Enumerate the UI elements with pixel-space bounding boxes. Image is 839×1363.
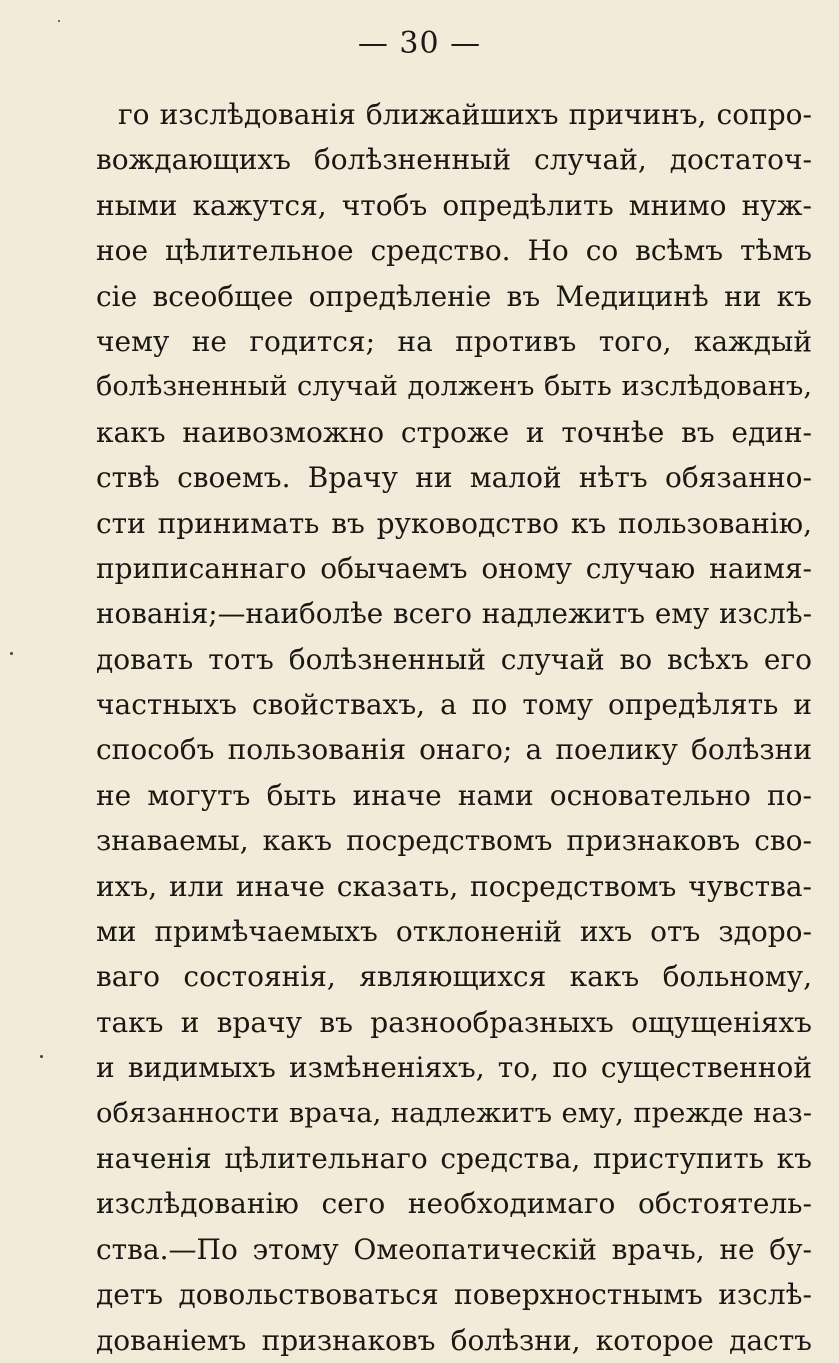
text-line: нованія;—наиболѣе всего надлежитъ ему изслѣ- [96,597,812,631]
text-line: ства.—По этому Омеопатическій врачь, не бу- [96,1232,812,1266]
text-line: довать тотъ болѣзненный случай во всѣхъ его [96,642,812,676]
page-number: — 30 — [357,26,482,61]
text-line: ными кажутся, чтобъ опредѣлить мнимо нуж- [96,188,812,222]
text-line: го изслѣдованія ближайшихъ причинъ, сопро- [118,98,812,131]
text-line: сти принимать въ руководство къ пользованію, [96,506,812,540]
text-line: сіе всеобщее опредѣленіе въ Медицинѣ ни къ [96,279,812,313]
text-line: чему не годится; на противъ того, каждый [96,324,812,358]
text-line: изслѣдованію сего необходимаго обстоятель- [96,1187,812,1221]
text-line: ваго состоянія, являющихся какъ больному, [96,960,812,994]
text-line: ствѣ своемъ. Врачу ни малой нѣтъ обязанно- [96,461,812,495]
text-line: способъ пользованія онаго; а поелику болѣзни [96,733,812,767]
text-line: вождающихъ болѣзненный случай, достаточ- [96,143,812,177]
text-line: какъ наивозможно строже и точнѣе въ един- [96,415,812,449]
text-line: детъ довольствоваться поверхностнымъ изслѣ- [96,1278,812,1312]
text-line: болѣзненный случай долженъ быть изслѣдованъ, [96,371,812,403]
body-text [96,92,812,1363]
text-line: дованіемъ признаковъ болѣзни, которое дастъ [96,1323,812,1357]
text-line: ми примѣчаемыхъ отклоненій ихъ отъ здоро- [96,915,812,949]
text-line: частныхъ свойствахъ, а по тому опредѣлять и [96,688,812,722]
text-line: ное цѣлительное средство. Но со всѣмъ тѣмъ [96,234,812,268]
text-line: наченія цѣлительнаго средства, приступить къ [96,1141,812,1175]
paper-speck [40,1055,43,1058]
text-line: приписаннаго обычаемъ оному случаю наимя- [96,551,812,585]
text-line: ихъ, или иначе сказать, посредствомъ чувства- [96,869,812,903]
text-line: обязанности врача, надлежитъ ему, прежде наз- [96,1097,812,1129]
paper-speck [10,652,13,655]
text-line: знаваемы, какъ посредствомъ признаковъ сво- [96,824,812,858]
text-line: не могутъ быть иначе нами основательно по- [96,778,812,812]
text-line: такъ и врачу въ разнообразныхъ ощущеніяхъ [96,1005,812,1039]
text-line: и видимыхъ измѣненіяхъ, то, по существенной [96,1051,812,1085]
paper-speck [58,20,60,22]
